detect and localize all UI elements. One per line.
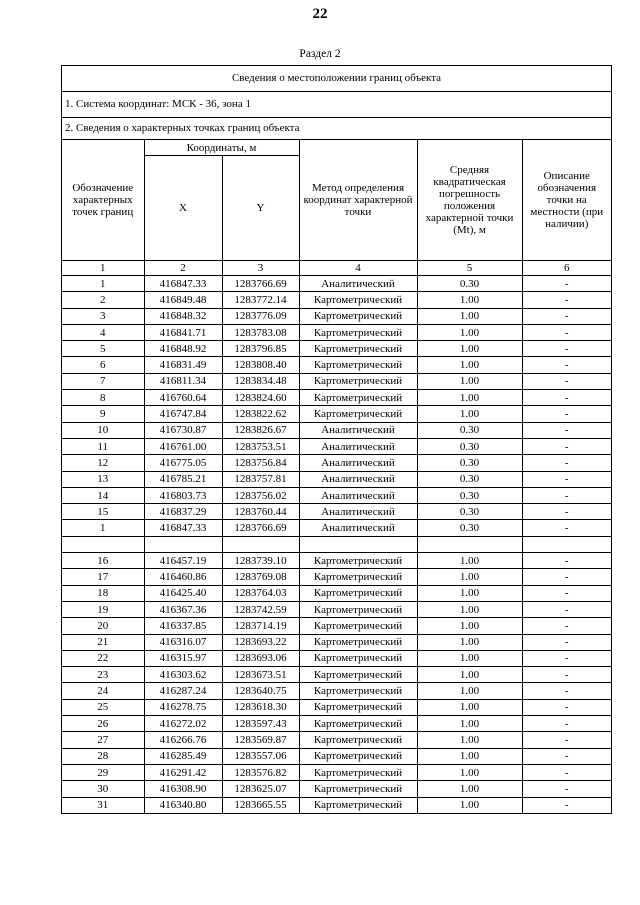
accuracy-cell: 1.00 [417,324,522,340]
x-coordinate-cell: 416847.33 [144,276,222,292]
empty-cell [222,536,299,552]
description-cell: - [522,618,611,634]
accuracy-cell: 1.00 [417,569,522,585]
x-coordinate-cell: 416316.07 [144,634,222,650]
x-coordinate-cell: 416730.87 [144,422,222,438]
point-number-cell: 11 [62,438,144,454]
y-coordinate-cell: 1283693.06 [222,650,299,666]
table-row [62,585,611,601]
method-cell: Картометрический [299,683,417,699]
accuracy-cell: 1.00 [417,748,522,764]
accuracy-cell: 1.00 [417,667,522,683]
point-number-cell: 26 [62,716,144,732]
point-number-cell: 17 [62,569,144,585]
y-coordinate-cell: 1283760.44 [222,504,299,520]
y-coordinate-cell: 1283822.62 [222,406,299,422]
x-coordinate-cell: 416308.90 [144,781,222,797]
table-row [62,422,611,438]
y-coordinate-cell: 1283714.19 [222,618,299,634]
y-coordinate-cell: 1283772.14 [222,292,299,308]
point-number-cell: 19 [62,601,144,617]
x-coordinate-cell: 416337.85 [144,618,222,634]
description-cell: - [522,634,611,650]
table-row [62,520,611,536]
x-coordinate-cell: 416287.24 [144,683,222,699]
description-cell: - [522,341,611,357]
point-number-cell: 14 [62,487,144,503]
header-x: X [144,156,222,261]
column-number: 4 [299,261,417,276]
table-row [62,406,611,422]
empty-cell [522,536,611,552]
header-y: Y [222,156,299,261]
method-cell: Аналитический [299,487,417,503]
table-row [62,308,611,324]
method-cell: Картометрический [299,650,417,666]
accuracy-cell: 1.00 [417,781,522,797]
accuracy-cell: 0.30 [417,438,522,454]
x-coordinate-cell: 416278.75 [144,699,222,715]
method-cell: Картометрический [299,292,417,308]
method-cell: Картометрический [299,732,417,748]
accuracy-cell: 1.00 [417,634,522,650]
y-coordinate-cell: 1283766.69 [222,276,299,292]
y-coordinate-cell: 1283557.06 [222,748,299,764]
y-coordinate-cell: 1283742.59 [222,601,299,617]
x-coordinate-cell: 416457.19 [144,553,222,569]
table-row [62,276,611,292]
column-number: 6 [522,261,611,276]
accuracy-cell: 0.30 [417,520,522,536]
point-number-cell: 25 [62,699,144,715]
y-coordinate-cell: 1283834.48 [222,373,299,389]
accuracy-cell: 1.00 [417,732,522,748]
method-cell: Аналитический [299,455,417,471]
description-cell: - [522,471,611,487]
accuracy-cell: 1.00 [417,716,522,732]
method-cell: Картометрический [299,406,417,422]
y-coordinate-cell: 1283569.87 [222,732,299,748]
point-number-cell: 22 [62,650,144,666]
table-row [62,667,611,683]
y-coordinate-cell: 1283739.10 [222,553,299,569]
table-row [62,504,611,520]
description-cell: - [522,308,611,324]
description-cell: - [522,716,611,732]
y-coordinate-cell: 1283766.69 [222,520,299,536]
description-cell: - [522,764,611,780]
method-cell: Картометрический [299,341,417,357]
column-number: 5 [417,261,522,276]
x-coordinate-cell: 416837.29 [144,504,222,520]
table-row [62,732,611,748]
accuracy-cell: 1.00 [417,683,522,699]
point-number-cell: 21 [62,634,144,650]
point-number-cell: 4 [62,324,144,340]
points-title: 2. Сведения о характерных точках границ объекта [62,118,611,140]
accuracy-cell: 1.00 [417,585,522,601]
method-cell: Картометрический [299,764,417,780]
table-row [62,748,611,764]
y-coordinate-cell: 1283693.22 [222,634,299,650]
column-number: 3 [222,261,299,276]
header-method: Метод определения координат характерной точки [299,140,417,261]
description-cell: - [522,650,611,666]
x-coordinate-cell: 416841.71 [144,324,222,340]
table-row [62,438,611,454]
y-coordinate-cell: 1283597.43 [222,716,299,732]
description-cell: - [522,797,611,813]
description-cell: - [522,520,611,536]
table-row [62,373,611,389]
y-coordinate-cell: 1283576.82 [222,764,299,780]
coordinates-table-body [62,276,611,813]
method-cell: Картометрический [299,553,417,569]
table-row [62,471,611,487]
description-cell: - [522,732,611,748]
x-coordinate-cell: 416315.97 [144,650,222,666]
point-number-cell: 2 [62,292,144,308]
column-number: 1 [62,261,144,276]
description-cell: - [522,699,611,715]
description-cell: - [522,324,611,340]
point-number-cell: 12 [62,455,144,471]
table-row [62,716,611,732]
point-number-cell: 13 [62,471,144,487]
point-number-cell: 24 [62,683,144,699]
accuracy-cell: 1.00 [417,797,522,813]
x-coordinate-cell: 416291.42 [144,764,222,780]
y-coordinate-cell: 1283757.81 [222,471,299,487]
method-cell: Аналитический [299,422,417,438]
y-coordinate-cell: 1283824.60 [222,390,299,406]
method-cell: Картометрический [299,357,417,373]
point-number-cell: 28 [62,748,144,764]
method-cell: Картометрический [299,797,417,813]
accuracy-cell: 1.00 [417,292,522,308]
x-coordinate-cell: 416847.33 [144,520,222,536]
method-cell: Картометрический [299,569,417,585]
method-cell: Аналитический [299,504,417,520]
section-label: Раздел 2 [299,48,341,60]
header-designation: Обозначение характерных точек границ [62,140,144,261]
table-row [62,699,611,715]
x-coordinate-cell: 416747.84 [144,406,222,422]
description-cell: - [522,422,611,438]
accuracy-cell: 1.00 [417,618,522,634]
description-cell: - [522,748,611,764]
table-row [62,797,611,813]
table-row [62,390,611,406]
point-number-cell: 3 [62,308,144,324]
method-cell: Картометрический [299,585,417,601]
header-description: Описание обозначения точки на местности (при наличии) [522,140,611,261]
empty-cell [62,536,144,552]
table-row [62,324,611,340]
table-row [62,764,611,780]
description-cell: - [522,357,611,373]
x-coordinate-cell: 416303.62 [144,667,222,683]
method-cell: Картометрический [299,618,417,634]
x-coordinate-cell: 416760.64 [144,390,222,406]
point-number-cell: 8 [62,390,144,406]
accuracy-cell: 0.30 [417,455,522,471]
x-coordinate-cell: 416848.92 [144,341,222,357]
point-number-cell: 27 [62,732,144,748]
point-number-cell: 1 [62,276,144,292]
page-number: 22 [312,6,328,22]
x-coordinate-cell: 416460.86 [144,569,222,585]
y-coordinate-cell: 1283769.08 [222,569,299,585]
table-row [62,487,611,503]
y-coordinate-cell: 1283796.85 [222,341,299,357]
method-cell: Аналитический [299,438,417,454]
point-number-cell: 18 [62,585,144,601]
header-coordinates: Координаты, м [144,140,299,156]
description-cell: - [522,601,611,617]
accuracy-cell: 1.00 [417,357,522,373]
method-cell: Картометрический [299,308,417,324]
method-cell: Картометрический [299,390,417,406]
accuracy-cell: 1.00 [417,553,522,569]
accuracy-cell: 1.00 [417,373,522,389]
method-cell: Аналитический [299,520,417,536]
x-coordinate-cell: 416803.73 [144,487,222,503]
method-cell: Картометрический [299,699,417,715]
method-cell: Картометрический [299,781,417,797]
y-coordinate-cell: 1283673.51 [222,667,299,683]
accuracy-cell: 1.00 [417,650,522,666]
empty-cell [417,536,522,552]
column-number: 2 [144,261,222,276]
method-cell: Картометрический [299,373,417,389]
y-coordinate-cell: 1283776.09 [222,308,299,324]
point-number-cell: 29 [62,764,144,780]
x-coordinate-cell: 416285.49 [144,748,222,764]
empty-cell [144,536,222,552]
header-accuracy: Средняя квадратическая погрешность положения характерной точки (Mt), м [417,140,522,261]
x-coordinate-cell: 416340.80 [144,797,222,813]
block-title: Сведения о местоположении границ объекта [62,66,611,92]
description-cell: - [522,683,611,699]
description-cell: - [522,553,611,569]
point-number-cell: 7 [62,373,144,389]
table-row [62,650,611,666]
point-number-cell: 5 [62,341,144,357]
x-coordinate-cell: 416367.36 [144,601,222,617]
table-row [62,781,611,797]
description-cell: - [522,373,611,389]
description-cell: - [522,504,611,520]
point-number-cell: 20 [62,618,144,634]
point-number-cell: 9 [62,406,144,422]
table-row-spacer [62,536,611,552]
y-coordinate-cell: 1283783.08 [222,324,299,340]
point-number-cell: 1 [62,520,144,536]
description-cell: - [522,667,611,683]
y-coordinate-cell: 1283756.84 [222,455,299,471]
point-number-cell: 16 [62,553,144,569]
method-cell: Картометрический [299,667,417,683]
x-coordinate-cell: 416848.32 [144,308,222,324]
y-coordinate-cell: 1283826.67 [222,422,299,438]
method-cell: Аналитический [299,471,417,487]
table-row [62,569,611,585]
point-number-cell: 10 [62,422,144,438]
description-cell: - [522,390,611,406]
x-coordinate-cell: 416849.48 [144,292,222,308]
accuracy-cell: 1.00 [417,341,522,357]
table-row [62,292,611,308]
method-cell: Картометрический [299,601,417,617]
y-coordinate-cell: 1283618.30 [222,699,299,715]
x-coordinate-cell: 416775.05 [144,455,222,471]
accuracy-cell: 1.00 [417,699,522,715]
accuracy-cell: 1.00 [417,390,522,406]
table-row [62,341,611,357]
description-cell: - [522,585,611,601]
x-coordinate-cell: 416266.76 [144,732,222,748]
y-coordinate-cell: 1283756.02 [222,487,299,503]
x-coordinate-cell: 416272.02 [144,716,222,732]
description-cell: - [522,438,611,454]
y-coordinate-cell: 1283665.55 [222,797,299,813]
accuracy-cell: 0.30 [417,487,522,503]
description-cell: - [522,406,611,422]
accuracy-cell: 0.30 [417,504,522,520]
method-cell: Картометрический [299,324,417,340]
x-coordinate-cell: 416761.00 [144,438,222,454]
x-coordinate-cell: 416425.40 [144,585,222,601]
table-row [62,634,611,650]
coordinate-system: 1. Система координат: МСК - 36, зона 1 [62,92,611,118]
point-number-cell: 31 [62,797,144,813]
method-cell: Картометрический [299,748,417,764]
x-coordinate-cell: 416831.49 [144,357,222,373]
accuracy-cell: 0.30 [417,276,522,292]
y-coordinate-cell: 1283753.51 [222,438,299,454]
accuracy-cell: 1.00 [417,764,522,780]
y-coordinate-cell: 1283625.07 [222,781,299,797]
point-number-cell: 6 [62,357,144,373]
accuracy-cell: 1.00 [417,601,522,617]
description-cell: - [522,292,611,308]
method-cell: Картометрический [299,716,417,732]
method-cell: Картометрический [299,634,417,650]
point-number-cell: 30 [62,781,144,797]
table-row [62,683,611,699]
boundary-info-block [61,65,612,814]
accuracy-cell: 0.30 [417,471,522,487]
empty-cell [299,536,417,552]
point-number-cell: 15 [62,504,144,520]
description-cell: - [522,781,611,797]
y-coordinate-cell: 1283764.03 [222,585,299,601]
description-cell: - [522,487,611,503]
y-coordinate-cell: 1283808.40 [222,357,299,373]
accuracy-cell: 0.30 [417,422,522,438]
description-cell: - [522,455,611,471]
method-cell: Аналитический [299,276,417,292]
table-row [62,553,611,569]
y-coordinate-cell: 1283640.75 [222,683,299,699]
x-coordinate-cell: 416785.21 [144,471,222,487]
accuracy-cell: 1.00 [417,308,522,324]
table-row [62,455,611,471]
point-number-cell: 23 [62,667,144,683]
table-row [62,357,611,373]
accuracy-cell: 1.00 [417,406,522,422]
description-cell: - [522,569,611,585]
table-row [62,601,611,617]
table-row [62,618,611,634]
coordinates-table [62,140,611,813]
x-coordinate-cell: 416811.34 [144,373,222,389]
description-cell: - [522,276,611,292]
